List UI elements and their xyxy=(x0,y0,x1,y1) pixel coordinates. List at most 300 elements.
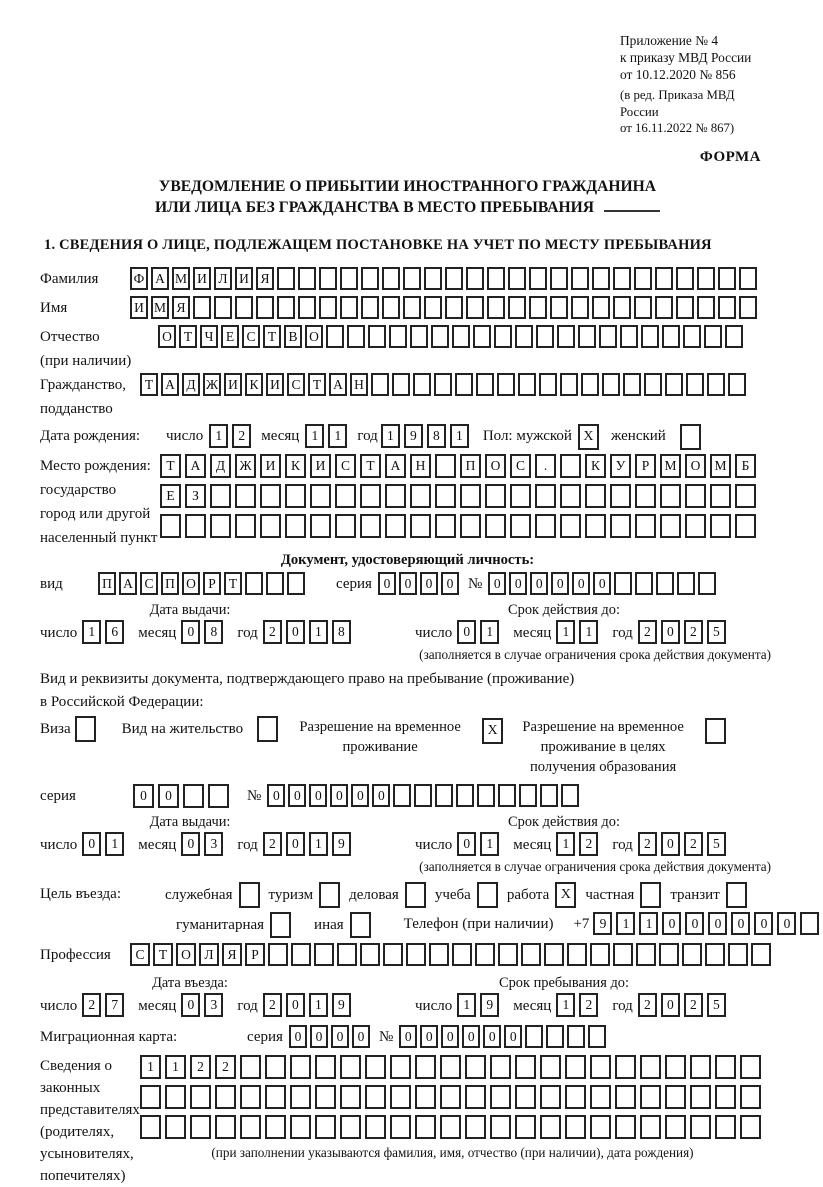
char-box[interactable] xyxy=(665,373,683,396)
char-box[interactable] xyxy=(340,267,358,290)
char-box[interactable]: 0 xyxy=(457,832,476,856)
char-box[interactable] xyxy=(208,784,229,808)
char-box[interactable] xyxy=(581,373,599,396)
char-box[interactable] xyxy=(429,943,449,966)
char-box[interactable] xyxy=(561,784,579,807)
char-box[interactable] xyxy=(403,296,421,319)
char-box[interactable] xyxy=(435,784,453,807)
char-box[interactable]: Ч xyxy=(200,325,218,348)
char-box[interactable]: И xyxy=(260,454,281,478)
char-box[interactable]: 0 xyxy=(777,912,796,935)
char-box[interactable]: 1 xyxy=(579,620,598,644)
char-box[interactable]: Я xyxy=(222,943,242,966)
char-box[interactable] xyxy=(519,784,537,807)
char-box[interactable] xyxy=(365,1085,386,1109)
char-box[interactable] xyxy=(592,296,610,319)
char-box[interactable] xyxy=(707,373,725,396)
char-box[interactable]: 9 xyxy=(332,832,351,856)
char-box[interactable] xyxy=(415,1085,436,1109)
char-box[interactable] xyxy=(544,943,564,966)
char-box[interactable] xyxy=(690,1115,711,1139)
char-box[interactable]: М xyxy=(172,267,190,290)
char-box[interactable]: 2 xyxy=(263,832,282,856)
char-box[interactable] xyxy=(540,784,558,807)
char-box[interactable]: И xyxy=(266,373,284,396)
char-box[interactable] xyxy=(389,325,407,348)
char-box[interactable] xyxy=(615,1055,636,1079)
char-box[interactable] xyxy=(190,1085,211,1109)
char-box[interactable] xyxy=(392,373,410,396)
char-box[interactable] xyxy=(560,484,581,508)
char-box[interactable] xyxy=(728,373,746,396)
char-box[interactable] xyxy=(728,943,748,966)
char-box[interactable] xyxy=(326,325,344,348)
char-box[interactable] xyxy=(540,1085,561,1109)
char-box[interactable] xyxy=(445,296,463,319)
char-box[interactable]: 0 xyxy=(754,912,773,935)
char-box[interactable] xyxy=(335,484,356,508)
char-box[interactable] xyxy=(676,296,694,319)
char-box[interactable] xyxy=(393,784,411,807)
char-box[interactable] xyxy=(265,1085,286,1109)
char-box[interactable]: Р xyxy=(245,943,265,966)
char-box[interactable]: С xyxy=(242,325,260,348)
char-box[interactable]: И xyxy=(224,373,242,396)
char-box[interactable] xyxy=(615,1085,636,1109)
char-box[interactable]: 1 xyxy=(309,832,328,856)
char-box[interactable] xyxy=(515,1055,536,1079)
char-box[interactable] xyxy=(445,267,463,290)
char-box[interactable]: 1 xyxy=(616,912,635,935)
char-box[interactable]: 0 xyxy=(286,832,305,856)
char-box[interactable] xyxy=(385,484,406,508)
char-box[interactable]: Т xyxy=(263,325,281,348)
char-box[interactable] xyxy=(165,1085,186,1109)
char-box[interactable] xyxy=(210,484,231,508)
char-box[interactable]: 0 xyxy=(267,784,285,807)
char-box[interactable] xyxy=(466,296,484,319)
char-box[interactable] xyxy=(540,1055,561,1079)
char-box[interactable] xyxy=(210,514,231,538)
char-box[interactable] xyxy=(590,1085,611,1109)
char-box[interactable] xyxy=(268,943,288,966)
char-box[interactable]: 3 xyxy=(204,993,223,1017)
char-box[interactable] xyxy=(697,267,715,290)
char-box[interactable] xyxy=(487,267,505,290)
char-box[interactable] xyxy=(435,484,456,508)
char-box[interactable] xyxy=(590,1115,611,1139)
char-box[interactable] xyxy=(476,373,494,396)
char-box[interactable] xyxy=(490,1115,511,1139)
char-box[interactable] xyxy=(310,514,331,538)
char-box[interactable] xyxy=(571,296,589,319)
char-box[interactable] xyxy=(477,784,495,807)
char-box[interactable]: Т xyxy=(153,943,173,966)
char-box[interactable] xyxy=(424,267,442,290)
char-box[interactable] xyxy=(440,1115,461,1139)
char-box[interactable] xyxy=(705,943,725,966)
char-box[interactable]: 0 xyxy=(181,832,200,856)
char-box[interactable]: Л xyxy=(214,267,232,290)
char-box[interactable] xyxy=(613,943,633,966)
char-box[interactable] xyxy=(567,943,587,966)
char-box[interactable] xyxy=(265,1055,286,1079)
char-box[interactable] xyxy=(452,325,470,348)
char-box[interactable]: И xyxy=(130,296,148,319)
char-box[interactable]: 8 xyxy=(332,620,351,644)
char-box[interactable] xyxy=(565,1115,586,1139)
char-box[interactable]: Е xyxy=(221,325,239,348)
char-box[interactable] xyxy=(456,784,474,807)
char-box[interactable] xyxy=(410,325,428,348)
char-box[interactable] xyxy=(521,943,541,966)
char-box[interactable]: 6 xyxy=(105,620,124,644)
char-box[interactable]: 0 xyxy=(351,784,369,807)
char-box[interactable]: 5 xyxy=(707,993,726,1017)
char-box[interactable] xyxy=(340,1055,361,1079)
char-box[interactable] xyxy=(315,1115,336,1139)
char-box[interactable] xyxy=(565,1085,586,1109)
char-box[interactable] xyxy=(550,267,568,290)
char-box[interactable] xyxy=(277,296,295,319)
char-box[interactable]: 8 xyxy=(204,620,223,644)
char-box[interactable] xyxy=(690,1085,711,1109)
char-box[interactable]: 7 xyxy=(105,993,124,1017)
char-box[interactable]: 1 xyxy=(209,424,228,448)
char-box[interactable] xyxy=(644,373,662,396)
char-box[interactable] xyxy=(315,1055,336,1079)
char-box[interactable] xyxy=(659,943,679,966)
char-box[interactable] xyxy=(656,572,674,595)
char-box[interactable]: 0 xyxy=(572,572,590,595)
char-box[interactable] xyxy=(285,484,306,508)
char-box[interactable] xyxy=(475,943,495,966)
char-box[interactable] xyxy=(310,484,331,508)
char-box[interactable] xyxy=(460,484,481,508)
char-box[interactable]: 2 xyxy=(215,1055,236,1079)
char-box[interactable] xyxy=(529,296,547,319)
char-box[interactable]: 0 xyxy=(399,572,417,595)
char-box[interactable] xyxy=(535,514,556,538)
char-box[interactable]: А xyxy=(329,373,347,396)
char-box[interactable]: Н xyxy=(350,373,368,396)
char-box[interactable] xyxy=(160,514,181,538)
char-box[interactable]: Д xyxy=(182,373,200,396)
char-box[interactable] xyxy=(390,1085,411,1109)
char-box[interactable]: 0 xyxy=(462,1025,480,1048)
char-box[interactable] xyxy=(634,296,652,319)
char-box[interactable] xyxy=(697,296,715,319)
char-box[interactable] xyxy=(508,296,526,319)
char-box[interactable] xyxy=(290,1085,311,1109)
char-box[interactable] xyxy=(465,1085,486,1109)
char-box[interactable]: Т xyxy=(160,454,181,478)
char-box[interactable]: 0 xyxy=(399,1025,417,1048)
char-box[interactable] xyxy=(291,943,311,966)
char-box[interactable] xyxy=(592,267,610,290)
char-box[interactable] xyxy=(704,325,722,348)
purpose-official-checkbox[interactable] xyxy=(239,882,260,908)
char-box[interactable] xyxy=(140,1115,161,1139)
char-box[interactable] xyxy=(360,484,381,508)
char-box[interactable] xyxy=(340,296,358,319)
char-box[interactable] xyxy=(698,572,716,595)
char-box[interactable] xyxy=(319,267,337,290)
char-box[interactable]: В xyxy=(284,325,302,348)
char-box[interactable] xyxy=(365,1055,386,1079)
char-box[interactable]: 2 xyxy=(684,620,703,644)
char-box[interactable]: А xyxy=(151,267,169,290)
char-box[interactable]: 0 xyxy=(309,784,327,807)
char-box[interactable] xyxy=(290,1055,311,1079)
char-box[interactable]: 9 xyxy=(404,424,423,448)
char-box[interactable]: О xyxy=(485,454,506,478)
char-box[interactable] xyxy=(185,514,206,538)
char-box[interactable] xyxy=(455,373,473,396)
char-box[interactable] xyxy=(383,943,403,966)
char-box[interactable]: А xyxy=(385,454,406,478)
char-box[interactable]: Т xyxy=(179,325,197,348)
char-box[interactable]: 1 xyxy=(305,424,324,448)
char-box[interactable] xyxy=(485,484,506,508)
char-box[interactable] xyxy=(685,484,706,508)
char-box[interactable]: 1 xyxy=(140,1055,161,1079)
char-box[interactable] xyxy=(314,943,334,966)
char-box[interactable] xyxy=(340,1085,361,1109)
char-box[interactable] xyxy=(550,296,568,319)
purpose-tourism-checkbox[interactable] xyxy=(319,882,340,908)
char-box[interactable]: К xyxy=(285,454,306,478)
char-box[interactable] xyxy=(485,514,506,538)
char-box[interactable]: 0 xyxy=(310,1025,328,1048)
char-box[interactable]: Р xyxy=(203,572,221,595)
char-box[interactable]: 1 xyxy=(450,424,469,448)
char-box[interactable]: 2 xyxy=(263,620,282,644)
char-box[interactable] xyxy=(497,373,515,396)
char-box[interactable] xyxy=(410,514,431,538)
char-box[interactable] xyxy=(406,943,426,966)
char-box[interactable] xyxy=(660,484,681,508)
char-box[interactable] xyxy=(540,1115,561,1139)
char-box[interactable]: 0 xyxy=(181,620,200,644)
char-box[interactable]: С xyxy=(287,373,305,396)
char-box[interactable] xyxy=(490,1085,511,1109)
char-box[interactable] xyxy=(655,267,673,290)
temp-residence-education-checkbox[interactable] xyxy=(705,718,726,744)
sex-male-checkbox[interactable]: X xyxy=(578,424,599,450)
char-box[interactable] xyxy=(285,514,306,538)
char-box[interactable] xyxy=(518,373,536,396)
char-box[interactable] xyxy=(740,1055,761,1079)
char-box[interactable] xyxy=(567,1025,585,1048)
char-box[interactable] xyxy=(640,1055,661,1079)
char-box[interactable] xyxy=(371,373,389,396)
char-box[interactable] xyxy=(240,1085,261,1109)
char-box[interactable]: 1 xyxy=(105,832,124,856)
char-box[interactable]: 0 xyxy=(509,572,527,595)
char-box[interactable] xyxy=(510,514,531,538)
char-box[interactable] xyxy=(751,943,771,966)
char-box[interactable] xyxy=(410,484,431,508)
char-box[interactable] xyxy=(715,1085,736,1109)
char-box[interactable] xyxy=(265,1115,286,1139)
char-box[interactable] xyxy=(460,514,481,538)
char-box[interactable]: Т xyxy=(224,572,242,595)
char-box[interactable]: Т xyxy=(140,373,158,396)
char-box[interactable]: 0 xyxy=(420,572,438,595)
char-box[interactable]: 0 xyxy=(372,784,390,807)
visa-checkbox[interactable] xyxy=(75,716,96,742)
char-box[interactable] xyxy=(360,943,380,966)
char-box[interactable] xyxy=(610,484,631,508)
char-box[interactable]: 0 xyxy=(483,1025,501,1048)
char-box[interactable] xyxy=(260,484,281,508)
char-box[interactable] xyxy=(665,1055,686,1079)
char-box[interactable] xyxy=(235,514,256,538)
char-box[interactable] xyxy=(337,943,357,966)
char-box[interactable] xyxy=(266,572,284,595)
char-box[interactable] xyxy=(414,784,432,807)
char-box[interactable] xyxy=(614,572,632,595)
char-box[interactable]: 2 xyxy=(579,832,598,856)
char-box[interactable] xyxy=(390,1055,411,1079)
char-box[interactable]: Е xyxy=(160,484,181,508)
char-box[interactable]: Ж xyxy=(235,454,256,478)
char-box[interactable]: С xyxy=(335,454,356,478)
char-box[interactable] xyxy=(635,484,656,508)
char-box[interactable] xyxy=(800,912,819,935)
char-box[interactable]: 1 xyxy=(165,1055,186,1079)
char-box[interactable]: 0 xyxy=(530,572,548,595)
char-box[interactable]: О xyxy=(182,572,200,595)
char-box[interactable] xyxy=(465,1115,486,1139)
char-box[interactable] xyxy=(665,1085,686,1109)
char-box[interactable]: 1 xyxy=(309,993,328,1017)
char-box[interactable] xyxy=(298,267,316,290)
char-box[interactable]: 0 xyxy=(289,1025,307,1048)
char-box[interactable] xyxy=(165,1115,186,1139)
char-box[interactable]: 0 xyxy=(82,832,101,856)
char-box[interactable] xyxy=(315,1085,336,1109)
char-box[interactable] xyxy=(613,267,631,290)
char-box[interactable] xyxy=(634,267,652,290)
char-box[interactable]: 0 xyxy=(286,993,305,1017)
char-box[interactable]: 0 xyxy=(158,784,179,808)
char-box[interactable] xyxy=(640,1085,661,1109)
char-box[interactable]: 0 xyxy=(551,572,569,595)
char-box[interactable]: 0 xyxy=(331,1025,349,1048)
char-box[interactable]: Т xyxy=(308,373,326,396)
char-box[interactable]: 0 xyxy=(504,1025,522,1048)
char-box[interactable] xyxy=(682,943,702,966)
char-box[interactable]: 2 xyxy=(638,620,657,644)
char-box[interactable] xyxy=(508,267,526,290)
char-box[interactable]: К xyxy=(585,454,606,478)
char-box[interactable]: 2 xyxy=(190,1055,211,1079)
char-box[interactable]: 0 xyxy=(133,784,154,808)
char-box[interactable]: Б xyxy=(735,454,756,478)
char-box[interactable]: С xyxy=(140,572,158,595)
char-box[interactable]: О xyxy=(176,943,196,966)
char-box[interactable]: 1 xyxy=(328,424,347,448)
char-box[interactable]: 1 xyxy=(309,620,328,644)
char-box[interactable] xyxy=(498,784,516,807)
char-box[interactable] xyxy=(347,325,365,348)
char-box[interactable]: И xyxy=(193,267,211,290)
char-box[interactable] xyxy=(424,296,442,319)
char-box[interactable]: 0 xyxy=(708,912,727,935)
char-box[interactable]: 2 xyxy=(82,993,101,1017)
char-box[interactable]: С xyxy=(130,943,150,966)
residence-permit-card-checkbox[interactable] xyxy=(257,716,278,742)
char-box[interactable] xyxy=(662,325,680,348)
char-box[interactable]: 5 xyxy=(707,620,726,644)
char-box[interactable] xyxy=(494,325,512,348)
char-box[interactable] xyxy=(215,1085,236,1109)
purpose-business-checkbox[interactable] xyxy=(405,882,426,908)
char-box[interactable]: 0 xyxy=(352,1025,370,1048)
char-box[interactable] xyxy=(440,1055,461,1079)
char-box[interactable] xyxy=(640,1115,661,1139)
char-box[interactable] xyxy=(415,1115,436,1139)
char-box[interactable]: 0 xyxy=(662,912,681,935)
char-box[interactable]: . xyxy=(535,454,556,478)
char-box[interactable]: 0 xyxy=(661,832,680,856)
char-box[interactable] xyxy=(739,296,757,319)
char-box[interactable]: У xyxy=(610,454,631,478)
char-box[interactable] xyxy=(525,1025,543,1048)
char-box[interactable]: 2 xyxy=(579,993,598,1017)
char-box[interactable] xyxy=(290,1115,311,1139)
char-box[interactable] xyxy=(240,1115,261,1139)
char-box[interactable] xyxy=(718,296,736,319)
char-box[interactable] xyxy=(623,373,641,396)
char-box[interactable]: Л xyxy=(199,943,219,966)
char-box[interactable]: Ф xyxy=(130,267,148,290)
char-box[interactable] xyxy=(735,484,756,508)
char-box[interactable] xyxy=(565,1055,586,1079)
char-box[interactable] xyxy=(214,296,232,319)
char-box[interactable]: 1 xyxy=(556,993,575,1017)
char-box[interactable] xyxy=(515,1085,536,1109)
char-box[interactable]: 0 xyxy=(286,620,305,644)
char-box[interactable] xyxy=(677,572,695,595)
char-box[interactable] xyxy=(515,325,533,348)
char-box[interactable]: Я xyxy=(256,267,274,290)
char-box[interactable] xyxy=(585,514,606,538)
char-box[interactable] xyxy=(415,1055,436,1079)
char-box[interactable]: О xyxy=(305,325,323,348)
purpose-other-checkbox[interactable] xyxy=(350,912,371,938)
purpose-private-checkbox[interactable] xyxy=(640,882,661,908)
char-box[interactable] xyxy=(440,1085,461,1109)
char-box[interactable]: 1 xyxy=(480,620,499,644)
char-box[interactable] xyxy=(413,373,431,396)
char-box[interactable] xyxy=(365,1115,386,1139)
char-box[interactable] xyxy=(256,296,274,319)
char-box[interactable]: 0 xyxy=(488,572,506,595)
purpose-work-checkbox[interactable]: X xyxy=(555,882,576,908)
char-box[interactable] xyxy=(635,572,653,595)
char-box[interactable] xyxy=(529,267,547,290)
char-box[interactable] xyxy=(725,325,743,348)
char-box[interactable] xyxy=(665,1115,686,1139)
char-box[interactable] xyxy=(431,325,449,348)
char-box[interactable] xyxy=(557,325,575,348)
char-box[interactable] xyxy=(510,484,531,508)
char-box[interactable]: 1 xyxy=(457,993,476,1017)
char-box[interactable]: А xyxy=(119,572,137,595)
